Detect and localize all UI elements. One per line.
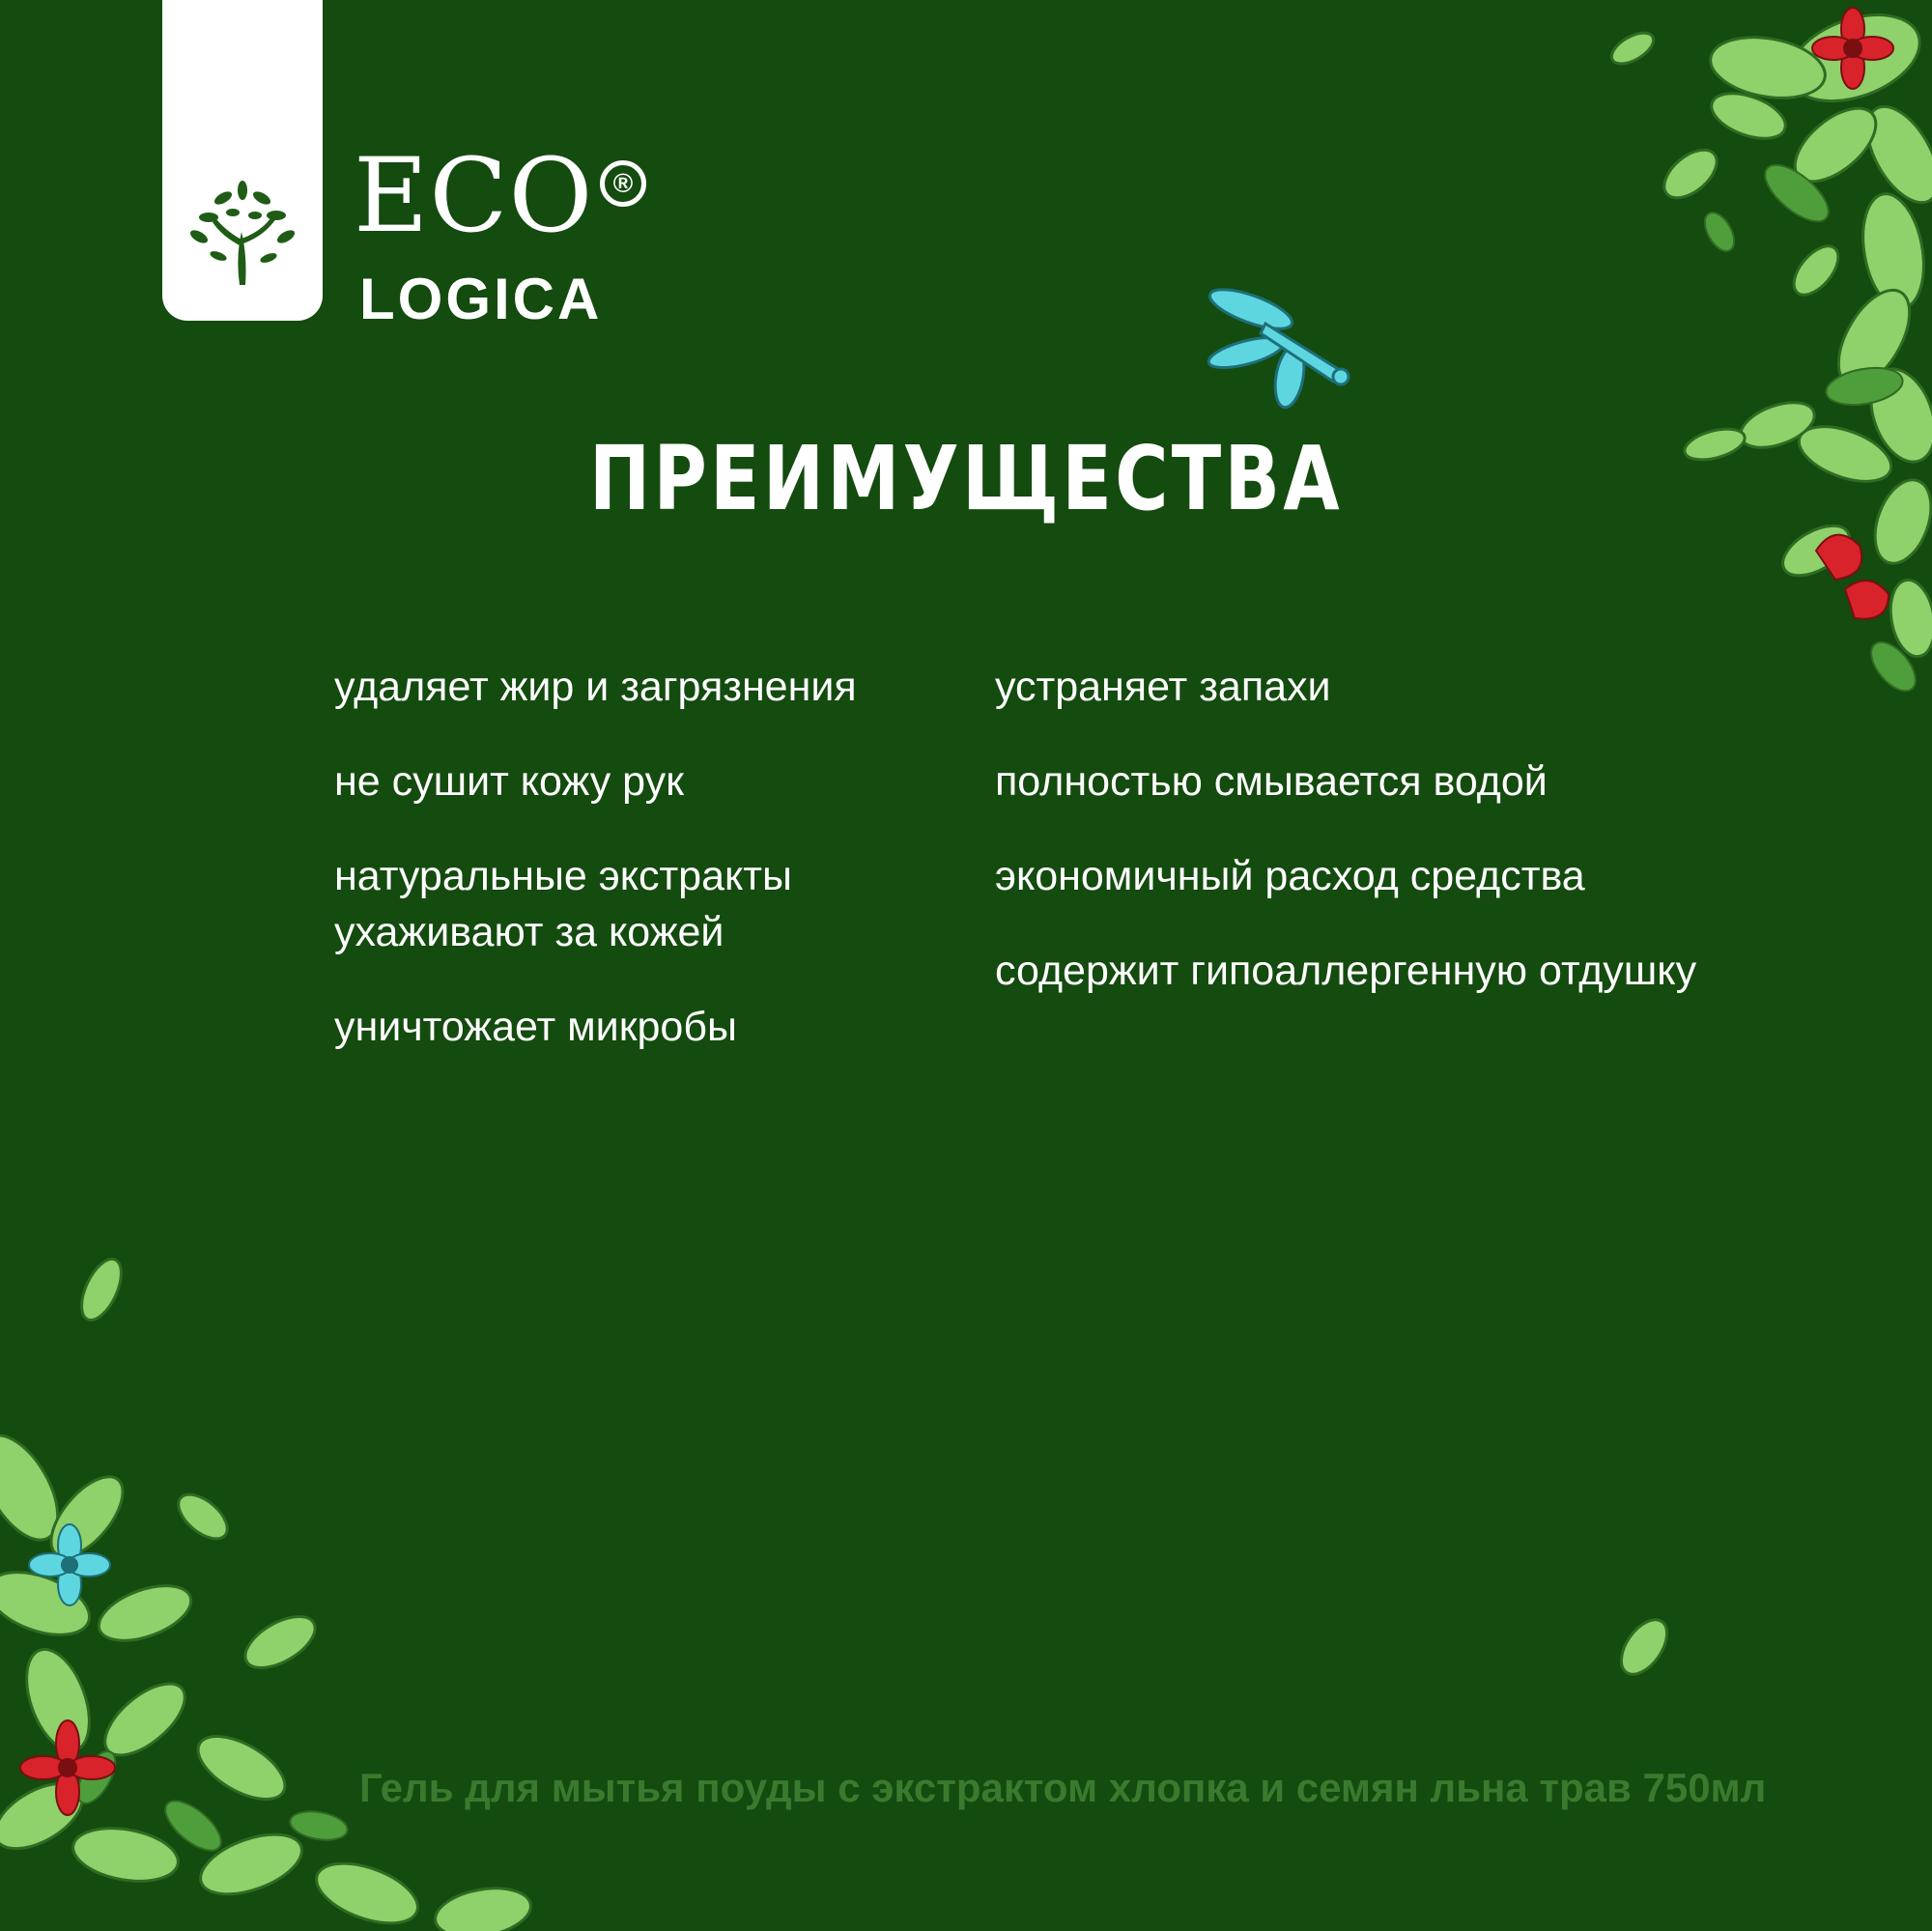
benefits-right-column (995, 659, 1864, 1037)
benefit-item: уничтожает микробы (334, 1004, 737, 1050)
leaf-icon (77, 1251, 126, 1328)
benefit-item: экономичный расход средства (995, 853, 1585, 899)
benefit-item: не сушит кожу рук (334, 758, 684, 805)
benefit-item: натуральные экстракты ухаживают за кожей (334, 853, 792, 955)
leaf-icon (1615, 1608, 1673, 1686)
registered-mark: ® (600, 160, 646, 207)
benefit-item: устраняет запахи (995, 664, 1331, 710)
benefit-item: удаляет жир и загрязнения (334, 664, 857, 710)
product-caption: Гель для мытья поуды с экстрактом хлопка и семян льна трав 750мл (359, 1765, 1767, 1810)
tree-logo-icon (180, 179, 305, 295)
logo-tab (162, 0, 323, 321)
brand-eco: ECO (354, 136, 594, 255)
foliage-top-right (1449, 0, 1932, 773)
dragonfly-icon (1198, 280, 1362, 415)
benefit-item: полностью смывается водой (995, 758, 1548, 805)
foliage-bottom-left (0, 1410, 580, 1931)
brand-logica: LOGICA (359, 267, 603, 331)
benefit-item: содержит гипоаллергенную отдушку (995, 948, 1697, 994)
page-title: ПРЕИМУЩЕСТВА (589, 427, 1343, 530)
benefits-left-column (334, 659, 933, 1093)
